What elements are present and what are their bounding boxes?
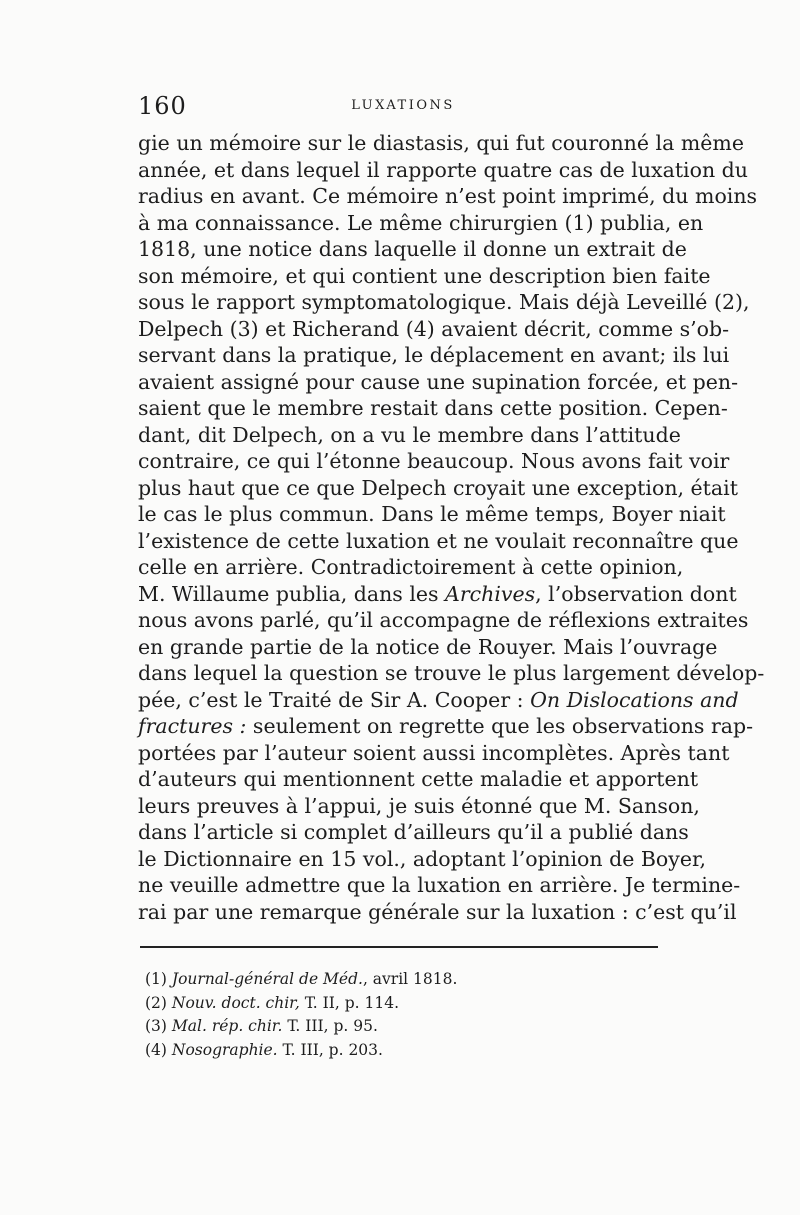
- footnotes: [145, 968, 645, 1062]
- text-line: avaient assigné pour cause une supination forcée, et pen-: [138, 369, 739, 394]
- text-line: d’auteurs qui mentionnent cette maladie et apportent: [138, 767, 699, 791]
- text-line: sous le rapport symptomatologique. Mais déjà Leveillé (2),: [138, 290, 750, 314]
- text-line: gie un mémoire sur le diastasis, qui fut couronné la même: [138, 131, 744, 155]
- text-line: nous avons parlé, qu’il accompagne de réflexions extraites: [138, 608, 749, 632]
- text-line: année, et dans lequel il rapporte quatre cas de luxation du: [138, 157, 749, 182]
- text-line: Delpech (3) et Richerand (4) avaient décrit, comme s’ob-: [138, 316, 730, 341]
- footnote: (4) Nosographie. T. III, p. 203.: [145, 1040, 383, 1059]
- text-line: contraire, ce qui l’étonne beaucoup. Nous avons fait voir: [138, 449, 730, 473]
- page-header: [138, 92, 668, 122]
- text-line: dant, dit Delpech, on a vu le membre dans l’attitude: [138, 422, 681, 447]
- text-line: pée, c’est le Traité de Sir A. Cooper : On Dislocations and: [138, 687, 739, 712]
- text-line: M. Willaume publia, dans les Archives, l’observation dont: [138, 581, 737, 606]
- italic-title-fractures: fractures :: [138, 714, 247, 738]
- text-line: portées par l’auteur soient aussi incomplètes. Après tant: [138, 740, 730, 765]
- text-line: l’existence de cette luxation et ne voulait reconnaître que: [138, 528, 739, 553]
- text-line: leurs preuves à l’appui, je suis étonné que M. Sanson,: [138, 793, 700, 818]
- text-line: servant dans la pratique, le déplacement en avant; ils lui: [138, 343, 730, 367]
- text-line: son mémoire, et qui contient une description bien faite: [138, 263, 711, 288]
- page-number: 160: [138, 92, 187, 120]
- text-line: dans lequel la question se trouve le plus largement dévelop-: [138, 661, 765, 685]
- text-line: plus haut que ce que Delpech croyait une exception, était: [138, 475, 738, 500]
- text-line: rai par une remarque générale sur la luxation : c’est qu’il: [138, 899, 737, 924]
- footnote: (2) Nouv. doct. chir, T. II, p. 114.: [145, 993, 400, 1012]
- text-line: celle en arrière. Contradictoirement à cette opinion,: [138, 555, 684, 579]
- text-line: en grande partie de la notice de Rouyer. Mais l’ouvrage: [138, 634, 718, 659]
- text-line: saient que le membre restait dans cette position. Cepen-: [138, 396, 728, 420]
- footnote: (1) Journal-général de Méd., avril 1818.: [145, 970, 458, 988]
- text-line: le Dictionnaire en 15 vol., adoptant l’opinion de Boyer,: [138, 846, 707, 871]
- text-line: le cas le plus commun. Dans le même temps, Boyer niait: [138, 502, 726, 526]
- body-text: [138, 130, 765, 925]
- footnote-divider: [140, 946, 658, 948]
- text-line: ne veuille admettre que la luxation en arrière. Je termine-: [138, 873, 741, 897]
- footnote: (3) Mal. rép. chir. T. III, p. 95.: [145, 1017, 378, 1035]
- text-line: à ma connaissance. Le même chirurgien (1) publia, en: [138, 210, 704, 235]
- text-line: radius en avant. Ce mémoire n’est point imprimé, du moins: [138, 184, 758, 208]
- text-line: fractures : seulement on regrette que les observations rap-: [138, 714, 754, 738]
- running-head: LUXATIONS: [351, 98, 455, 113]
- text-line: dans l’article si complet d’ailleurs qu’il a publié dans: [138, 820, 689, 844]
- italic-title-cooper: On Dislocations and: [530, 687, 739, 712]
- italic-title-archives: Archives: [445, 581, 536, 606]
- text-line: 1818, une notice dans laquelle il donne un extrait de: [138, 237, 687, 261]
